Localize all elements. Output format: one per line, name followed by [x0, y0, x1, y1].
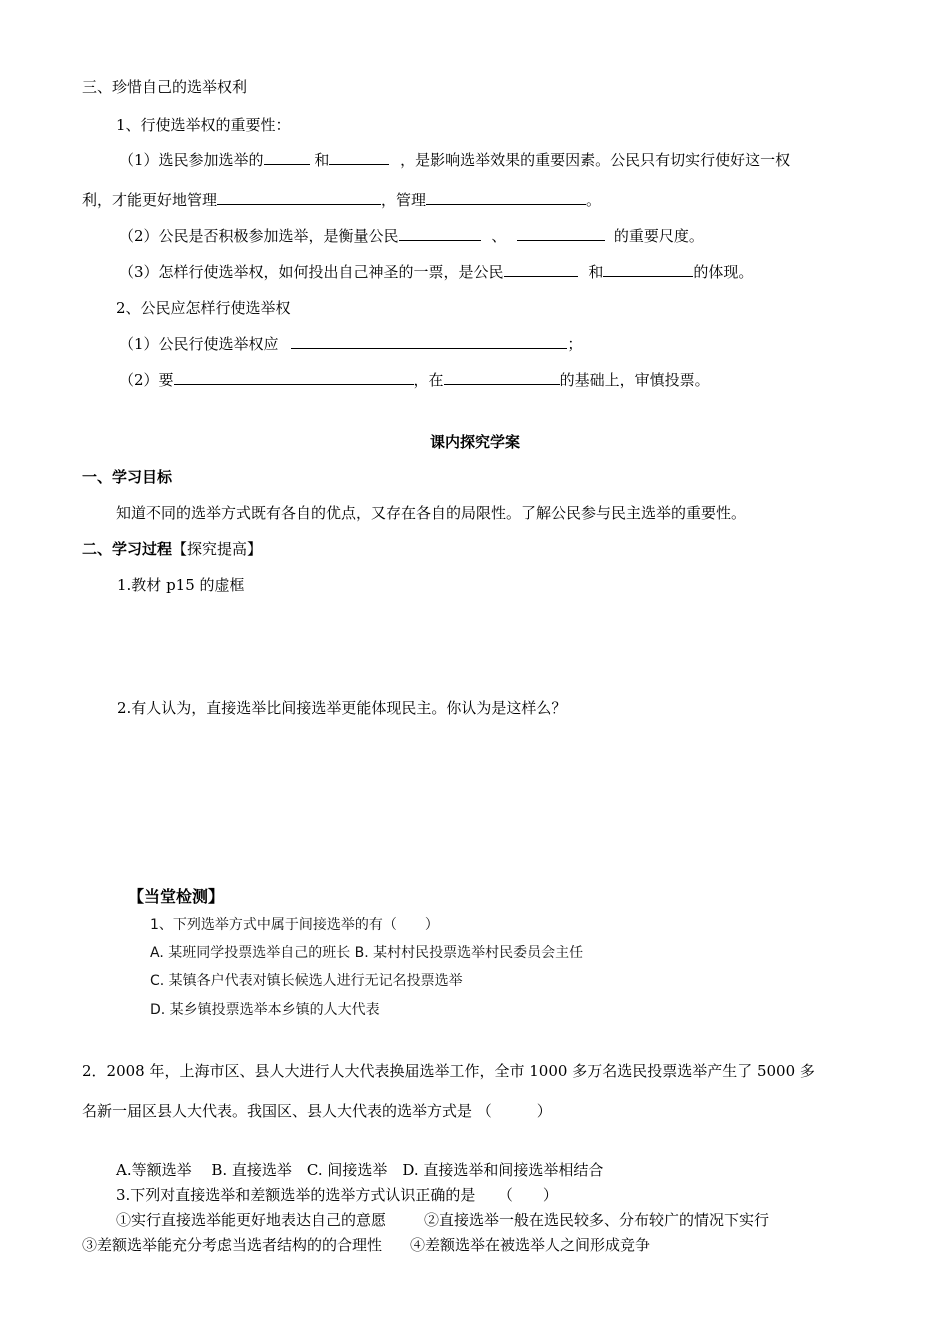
process-item-2: 2.有人认为，直接选举比间接选举更能体现民主。你认为是这样么？: [117, 699, 567, 717]
q3-text-a: （3）怎样行使选举权，如何投出自己神圣的一票，是公民: [119, 263, 504, 281]
q4-text-b: ；: [567, 335, 583, 353]
q5-text-c: 的基础上，审慎投票。: [559, 371, 710, 389]
item1-title: 1、行使选举权的重要性：: [116, 116, 291, 134]
q2-text-c: 的重要尺度。: [613, 227, 704, 245]
fill-blank[interactable]: [603, 262, 693, 277]
fill-blank[interactable]: [504, 262, 578, 277]
fill-blank[interactable]: [426, 190, 586, 205]
test-q1-option-c: C. 某镇各户代表对镇长候选人进行无记名投票选举: [150, 973, 463, 989]
inclass-title: 课内探究学案: [429, 433, 520, 451]
test-q3-option-2: ②直接选举一般在选民较多、分布较广的情况下实行: [424, 1211, 770, 1229]
test-heading: 【当堂检测】: [128, 887, 225, 906]
fill-blank[interactable]: [517, 226, 605, 241]
question-1-line: [119, 150, 790, 170]
test-q1-option-d: D. 某乡镇投票选举本乡镇的人大代表: [150, 1002, 380, 1018]
test-q3-option-3: ③差额选举能充分考虑当选者结构的的合理性: [82, 1236, 383, 1254]
fill-blank[interactable]: [217, 190, 381, 205]
q4-text-a: （1）公民行使选举权应: [119, 335, 279, 353]
question-3-line: [119, 262, 753, 282]
fill-blank[interactable]: [444, 370, 560, 385]
process-heading-bracket: 【探究提高】: [172, 540, 263, 558]
item2-title: 2、公民应怎样行使选举权: [116, 299, 291, 317]
process-heading-bold: 二、学习过程: [82, 540, 173, 558]
test-q3: 3.下列对直接选举和差额选举的选举方式认识正确的是 （ ）: [116, 1186, 558, 1204]
q3-text-c: 的体现。: [693, 263, 754, 281]
process-heading: [82, 539, 262, 559]
question-2-line: [119, 226, 704, 246]
test-q3-options-row-2: [82, 1235, 650, 1255]
fill-blank[interactable]: [399, 226, 481, 241]
process-item-1: 1.教材 p15 的虚框: [117, 576, 245, 594]
q1-text-c: ，是影响选举效果的重要因素。公民只有切实行使好这一权: [400, 151, 791, 169]
section3-heading: 三、珍惜自己的选举权利: [82, 78, 248, 96]
q3-text-b: 和: [588, 263, 604, 281]
q1-text-d: 利，才能更好地管理: [82, 191, 218, 209]
goal-heading: 一、学习目标: [82, 468, 173, 486]
test-q3-options-row-1: [116, 1210, 769, 1230]
q1-text-b: 和: [314, 151, 330, 169]
question-5-line: [119, 370, 710, 390]
q1-text-a: （1）选民参加选举的: [119, 151, 264, 169]
test-q1-options-ab: A. 某班同学投票选举自己的班长 B. 某村村民投票选举村民委员会主任: [150, 945, 584, 961]
q5-text-b: ，在: [413, 371, 444, 389]
test-q2-options: A.等额选举 B. 直接选举 C. 间接选举 D. 直接选举和间接选举相结合: [116, 1161, 604, 1179]
test-q3-option-1: ①实行直接选举能更好地表达自己的意愿: [116, 1211, 387, 1229]
fill-blank[interactable]: [174, 370, 414, 385]
fill-blank[interactable]: [329, 150, 389, 165]
question-4-line: [119, 334, 582, 354]
test-q1: 1、下列选举方式中属于间接选举的有（ ）: [150, 917, 439, 933]
q1-text-e: ，管理: [381, 191, 427, 209]
test-q2-line-2: 名新一届区县人大代表。我国区、县人大代表的选举方式是 （ ）: [82, 1102, 552, 1120]
goal-text: 知道不同的选举方式既有各自的优点，又存在各自的局限性。了解公民参与民主选举的重要性。: [116, 504, 747, 522]
question-1-line-2: [82, 190, 601, 210]
q1-text-f: 。: [586, 191, 602, 209]
test-q3-option-4: ④差额选举在被选举人之间形成竞争: [410, 1236, 651, 1254]
q2-text-a: （2）公民是否积极参加选举，是衡量公民: [119, 227, 399, 245]
test-q2-line-1: 2．2008 年，上海市区、县人大进行人大代表换届选举工作，全市 1000 多万名选民投票选举产生了 5000 多: [82, 1062, 815, 1080]
fill-blank[interactable]: [291, 334, 567, 349]
fill-blank[interactable]: [264, 150, 310, 165]
q5-text-a: （2）要: [119, 371, 174, 389]
q2-text-b: 、: [491, 227, 507, 245]
